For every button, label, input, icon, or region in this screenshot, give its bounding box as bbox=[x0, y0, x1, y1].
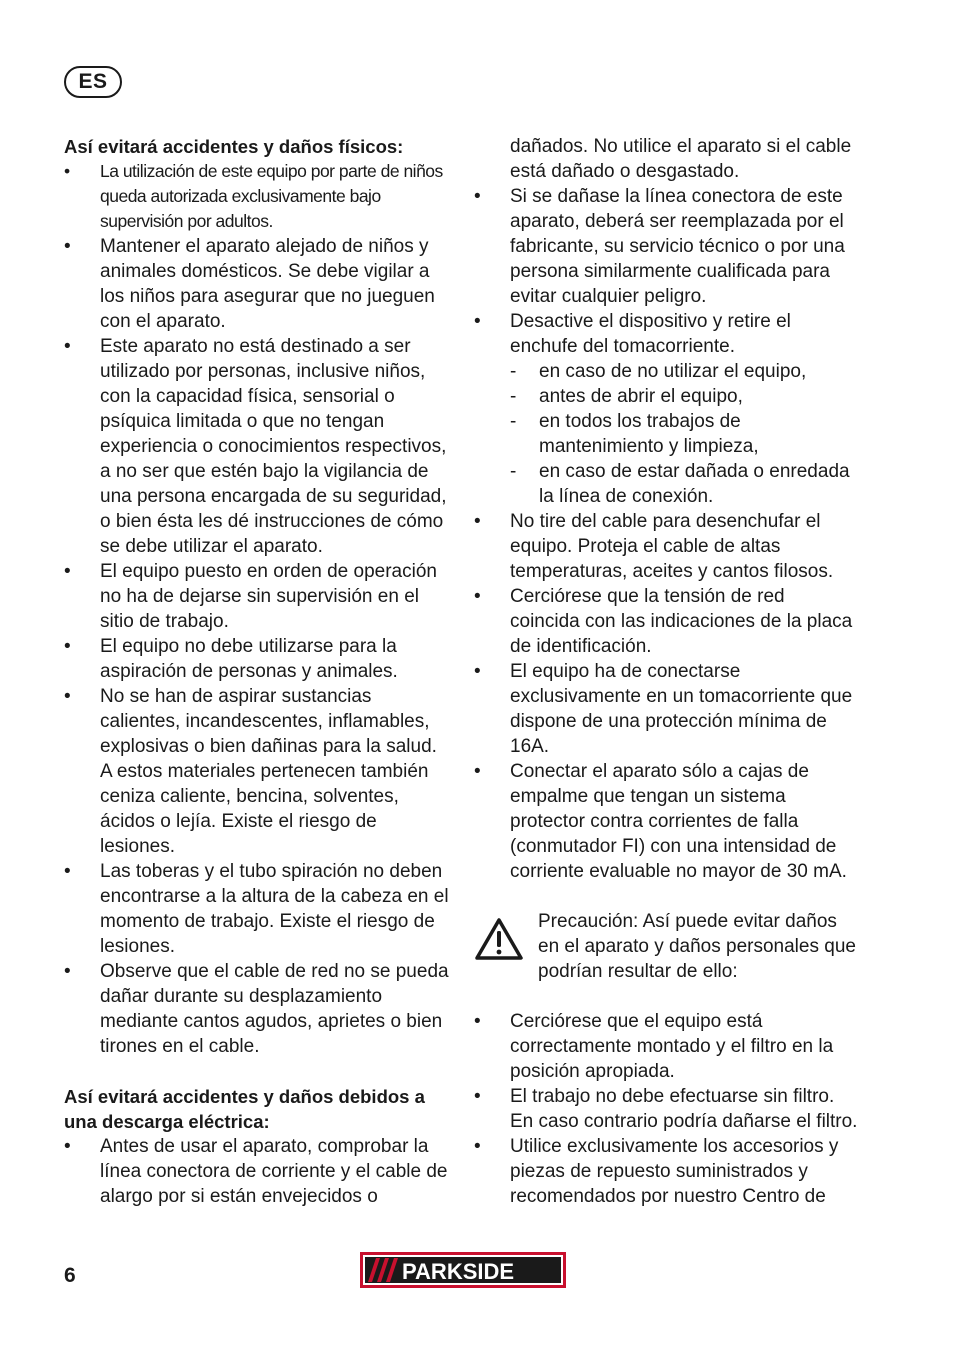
list-item: • Cerciórese que el equipo está correctamente montado y el filtro en la posición apropiada. bbox=[474, 1011, 834, 1082]
section-heading: Así evitará accidentes y daños debidos a una descarga eléctrica: bbox=[64, 1086, 425, 1132]
sub-list-item: - en todos los trabajos de mantenimiento y limpieza, bbox=[510, 411, 759, 457]
list-item: • Desactive el dispositivo y retire el enchufe del tomacorriente. bbox=[474, 311, 791, 357]
warning-note bbox=[474, 909, 858, 984]
warning-text: Precaución: Así puede evitar daños en el aparato y daños personales que podrían resultar de ello: bbox=[538, 911, 856, 982]
list-item: • La utilización de este equipo por parte de niños queda autorizada exclusivamente bajo supervisión por adultos. bbox=[64, 161, 443, 231]
list-item: • Conectar el aparato sólo a cajas de empalme que tengan un sistema protector contra corrientes de falla (conmutador FI) con una intensidad de corriente evaluable no mayor de 30 mA. bbox=[474, 761, 847, 882]
list-item: • El equipo ha de conectarse exclusivamente en un tomacorriente que dispone de una protección mínima de 16A. bbox=[474, 661, 853, 757]
list-item: • Antes de usar el aparato, comprobar la línea conectora de corriente y el cable de alargo por si están envejecidos o bbox=[64, 1136, 448, 1207]
continued-text: dañados. No utilice el aparato si el cable está dañado o desgastado. bbox=[510, 136, 852, 182]
brand-text: PARKSIDE bbox=[402, 1259, 515, 1284]
parkside-logo bbox=[360, 1252, 566, 1288]
sub-list-item: - en caso de no utilizar el equipo, bbox=[510, 361, 807, 382]
sub-list-item: - antes de abrir el equipo, bbox=[510, 386, 743, 407]
list-item: • El equipo no debe utilizarse para la aspiración de personas y animales. bbox=[64, 636, 398, 682]
list-item: • No se han de aspirar sustancias calientes, incandescentes, inflamables, explosivas o bien dañinas para la salud. A estos materiales pertenecen también ceniza caliente, bencina, solventes, ácidos o lejía. Existe el riesgo de lesiones. bbox=[64, 686, 437, 857]
sub-list-item: - en caso de estar dañada o enredada la línea de conexión. bbox=[510, 461, 850, 507]
left-column bbox=[64, 134, 450, 1209]
page-number: 6 bbox=[64, 1264, 76, 1287]
list-item: • No tire del cable para desenchufar el equipo. Proteja el cable de altas temperaturas, aceites y cantos filosos. bbox=[474, 511, 834, 582]
list-item: • Mantener el aparato alejado de niños y animales domésticos. Se debe vigilar a los niños para asegurar que no jueguen con el aparato. bbox=[64, 236, 435, 332]
list-item: • Este aparato no está destinado a ser utilizado por personas, inclusive niños, con la capacidad física, sensorial o psíquica limitada o que no tengan experiencia o conocimientos respectivos, a no ser que estén bajo la vigilancia de una persona encargada de su seguridad, o bien ésta les dé instrucciones de cómo se debe utilizar el aparato. bbox=[64, 336, 447, 557]
list-item: • Utilice exclusivamente los accesorios y piezas de repuesto suministrados y recomendados por nuestro Centro de bbox=[474, 1136, 839, 1207]
right-column bbox=[474, 134, 858, 1209]
list-item: • Si se dañase la línea conectora de este aparato, deberá ser reemplazada por el fabricante, su servicio técnico o por una persona similarmente cualificada para evitar cualquier peligro. bbox=[474, 186, 845, 307]
list-item: • El equipo puesto en orden de operación no ha de dejarse sin supervisión en el sitio de trabajo. bbox=[64, 561, 437, 632]
section-heading: Así evitará accidentes y daños físicos: bbox=[64, 136, 404, 157]
list-item: • El trabajo no debe efectuarse sin filtro. En caso contrario podría dañarse el filtro. bbox=[474, 1086, 858, 1132]
list-item: • Cerciórese que la tensión de red coincida con las indicaciones de la placa de identificación. bbox=[474, 586, 853, 657]
language-badge: ES bbox=[64, 66, 122, 98]
list-item: • Las toberas y el tubo spiración no deben encontrarse a la altura de la cabeza en el momento de trabajo. Existe el riesgo de lesiones. bbox=[64, 861, 449, 957]
list-item: • Observe que el cable de red no se pueda dañar durante su desplazamiento mediante cantos agudos, aprietes o bien tirones en el cable. bbox=[64, 961, 449, 1057]
warning-triangle-icon bbox=[474, 917, 524, 961]
